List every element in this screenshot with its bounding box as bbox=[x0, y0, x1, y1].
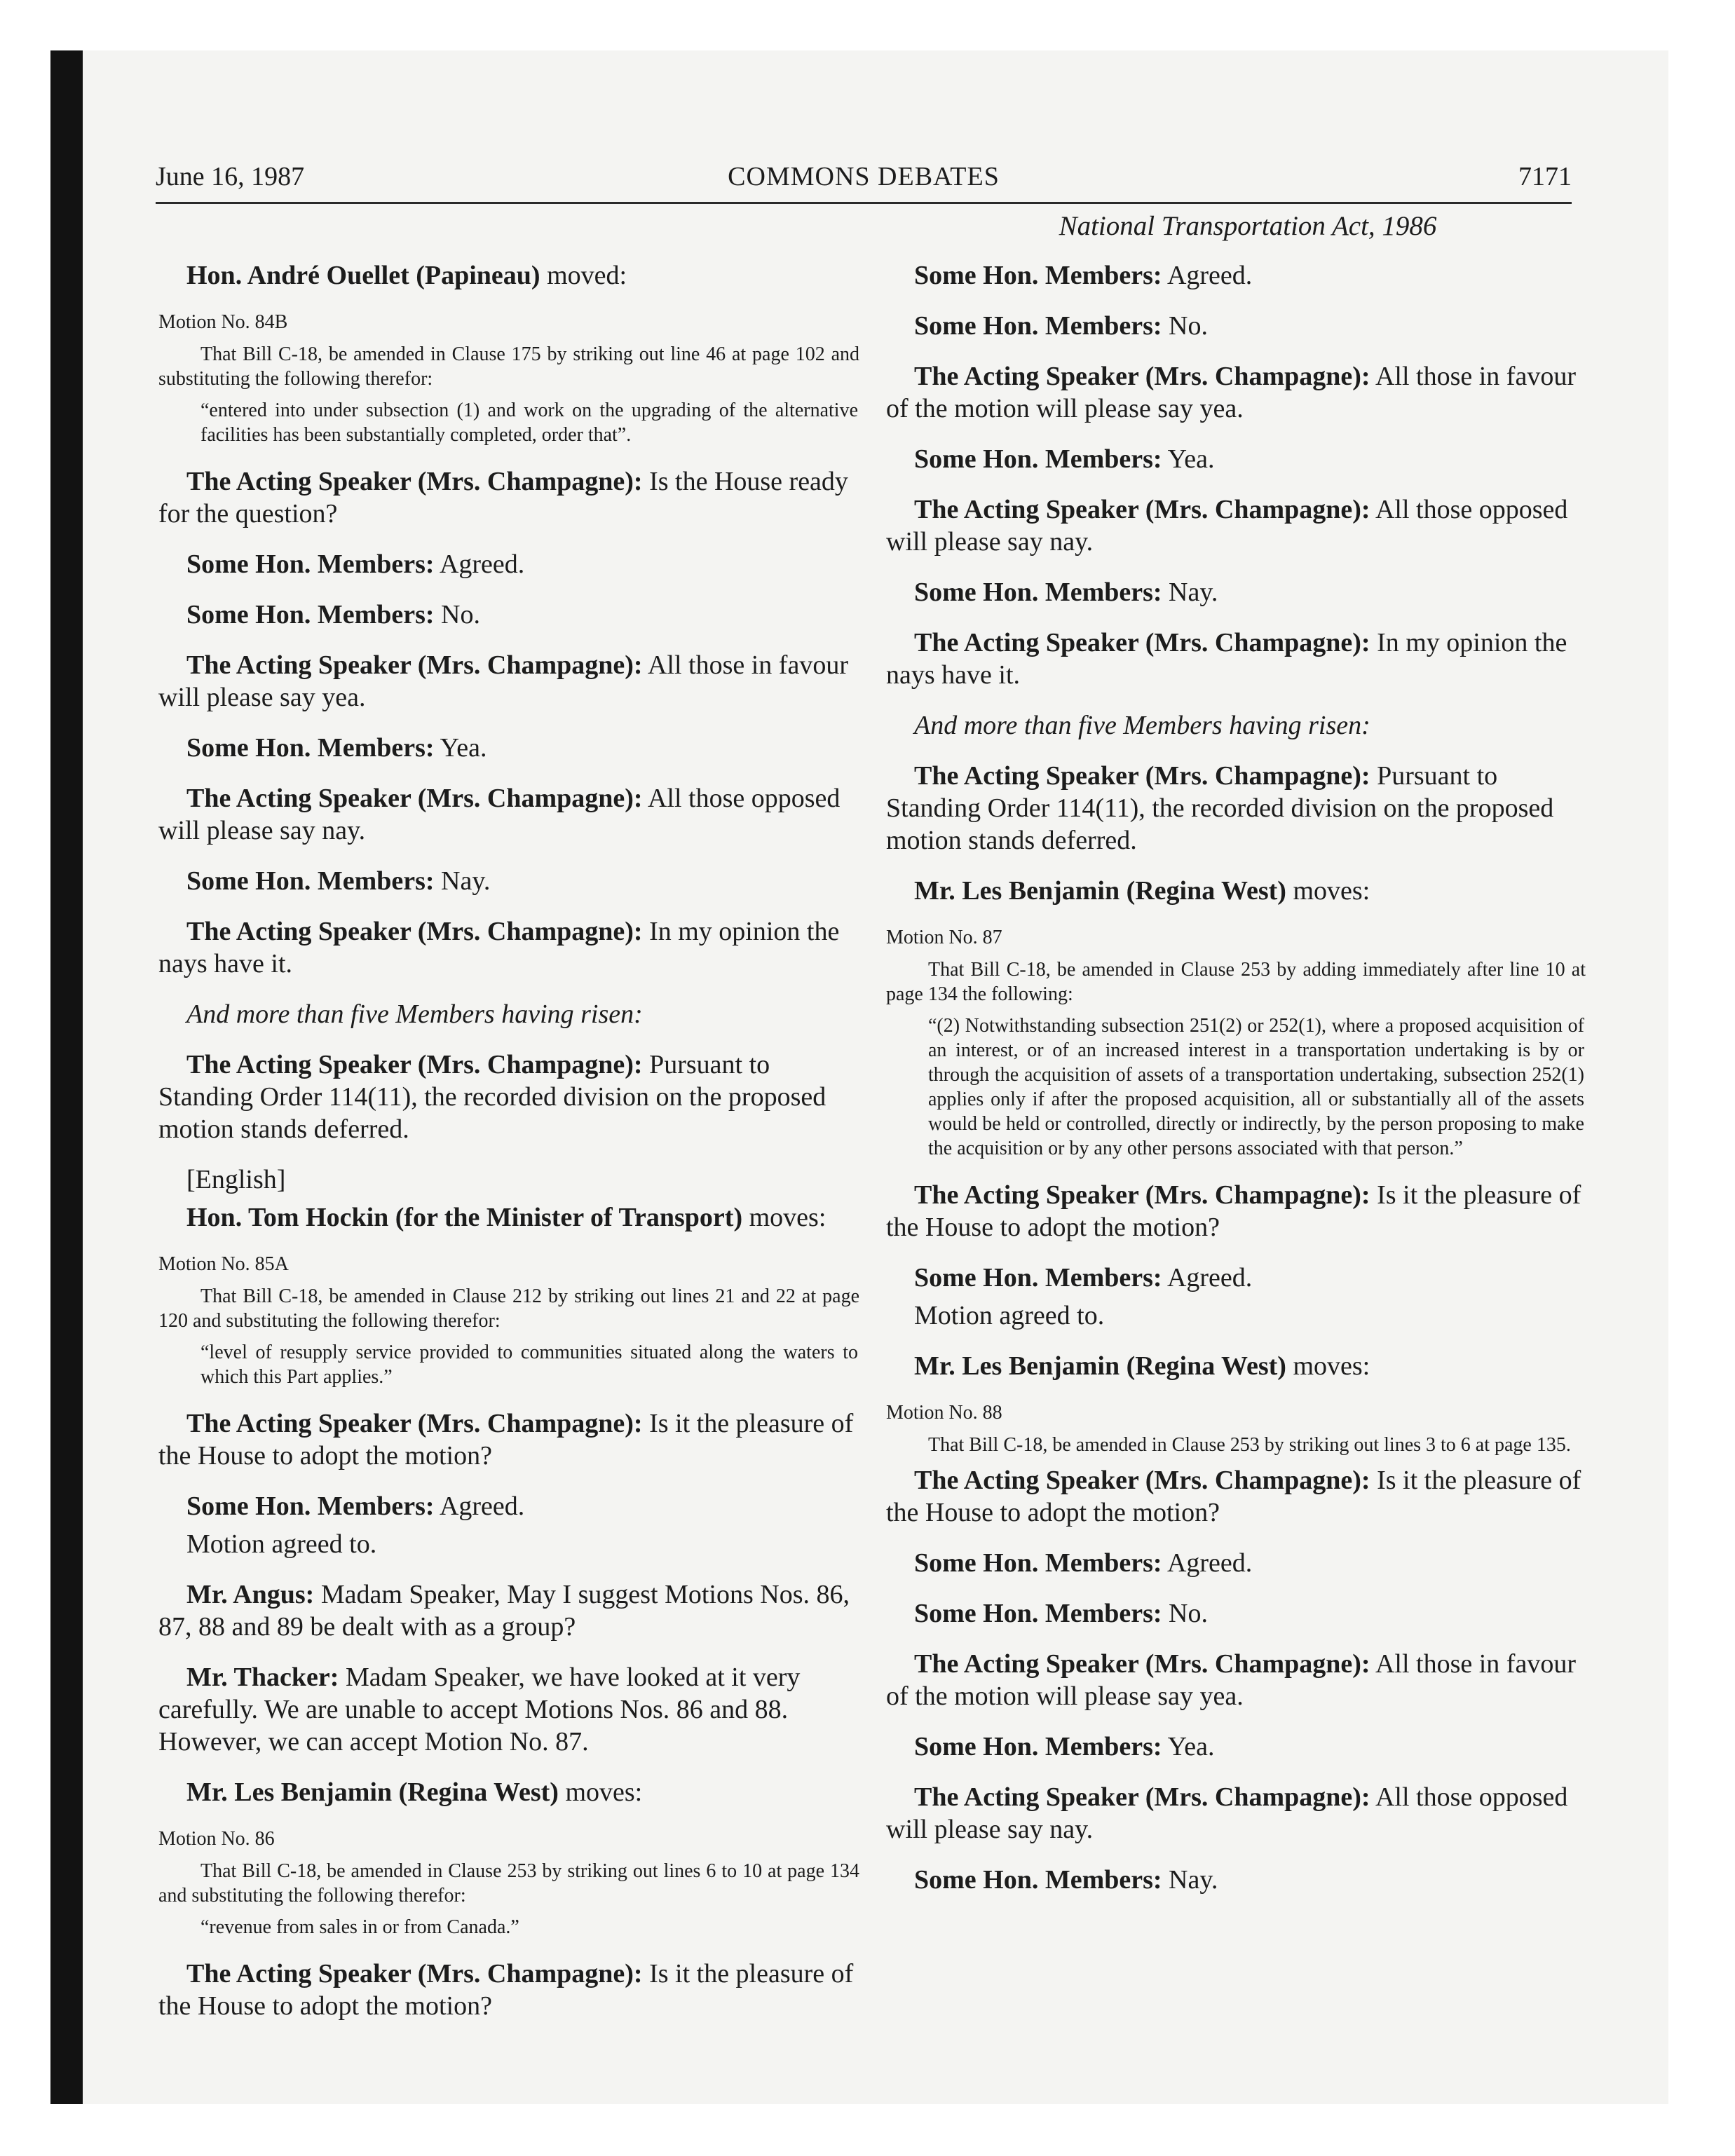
speech-paragraph bbox=[886, 875, 1593, 907]
speaker-name: Some Hon. Members: bbox=[914, 1732, 1162, 1761]
speech-text: Agreed. bbox=[1162, 261, 1253, 290]
speaker-name: Some Hon. Members: bbox=[914, 1599, 1162, 1628]
speech-text: No. bbox=[434, 600, 480, 629]
procedural-statement: Motion agreed to. bbox=[186, 1529, 377, 1559]
speech-text: moved: bbox=[540, 261, 627, 290]
speech-paragraph bbox=[886, 576, 1593, 608]
speech-paragraph bbox=[886, 760, 1593, 857]
speech-paragraph bbox=[886, 360, 1593, 425]
speech-text: Pursuant to Standing Order 114(11), the recorded division on the proposed motion stands deferred. bbox=[158, 1050, 826, 1144]
speech-paragraph bbox=[886, 627, 1593, 691]
speaker-name: Mr. Les Benjamin (Regina West) bbox=[914, 1351, 1286, 1381]
speech-paragraph bbox=[158, 1661, 866, 1758]
speech-paragraph bbox=[158, 1407, 866, 1472]
speech-text: Madam Speaker, May I suggest Motions Nos. 86, 87, 88 and 89 be dealt with as a group? bbox=[158, 1580, 850, 1642]
speaker-name: Mr. Les Benjamin (Regina West) bbox=[186, 1778, 559, 1807]
speech-text: Nay. bbox=[1162, 1865, 1218, 1895]
speech-paragraph bbox=[886, 1648, 1593, 1712]
speech-paragraph bbox=[158, 1578, 866, 1643]
speaker-name: The Acting Speaker (Mrs. Champagne): bbox=[186, 1959, 643, 1988]
speaker-name: Some Hon. Members: bbox=[186, 550, 435, 579]
speech-text: Yea. bbox=[1162, 1732, 1215, 1761]
speech-paragraph bbox=[886, 443, 1593, 475]
speech-paragraph bbox=[886, 1597, 1593, 1630]
speaker-name: The Acting Speaker (Mrs. Champagne): bbox=[914, 628, 1370, 657]
speech-text: Is it the pleasure of the House to adopt the motion? bbox=[158, 1409, 854, 1471]
speaker-name: Some Hon. Members: bbox=[186, 1492, 435, 1521]
speech-text: Madam Speaker, we have looked at it very carefully. We are unable to accept Motions Nos. 86 and 88. However, we can accept Motion No. 87. bbox=[158, 1663, 801, 1756]
speech-paragraph bbox=[158, 259, 866, 292]
speaker-name: Some Hon. Members: bbox=[914, 1865, 1162, 1895]
speaker-name: The Acting Speaker (Mrs. Champagne): bbox=[186, 650, 643, 680]
motion-quote: “revenue from sales in or from Canada.” bbox=[200, 1916, 519, 1938]
speaker-name: The Acting Speaker (Mrs. Champagne): bbox=[914, 495, 1370, 524]
speech-text: Agreed. bbox=[434, 1492, 525, 1521]
speech-text: moves: bbox=[742, 1203, 826, 1232]
motion-quote: “(2) Notwithstanding subsection 251(2) or 252(1), where a proposed acquisition of an interest, or of an increased interest in a transportation undertaking is by or through the acquisition of assets of a transportation undertaking, subsection 252(1) applies only if after the proposed acquisition, all or substantially all of the assets would be held or controlled, directly or indirectly, by the person proposing to make the acquisition or by any other persons associated with that person.” bbox=[928, 1015, 1584, 1159]
speech-text: Yea. bbox=[434, 733, 487, 763]
speech-paragraph bbox=[158, 1201, 866, 1234]
speaker-name: Some Hon. Members: bbox=[914, 311, 1162, 341]
scan-binding-edge bbox=[50, 50, 83, 2104]
page-header bbox=[156, 158, 1572, 204]
speech-paragraph bbox=[886, 493, 1593, 558]
speech-text: In my opinion the nays have it. bbox=[886, 628, 1567, 690]
speaker-name: The Acting Speaker (Mrs. Champagne): bbox=[186, 1050, 643, 1079]
speech-paragraph bbox=[886, 1547, 1593, 1579]
speech-paragraph bbox=[886, 1350, 1593, 1382]
speaker-name: The Acting Speaker (Mrs. Champagne): bbox=[914, 1180, 1370, 1210]
speech-paragraph bbox=[158, 1958, 866, 2022]
speaker-name: Some Hon. Members: bbox=[186, 866, 435, 896]
motion-quote: “entered into under subsection (1) and work on the upgrading of the alternative facilities has been substantially completed, order that”. bbox=[200, 400, 858, 446]
speaker-name: Some Hon. Members: bbox=[186, 733, 435, 763]
motion-text: That Bill C-18, be amended in Clause 253 by striking out lines 6 to 10 at page 134 and substituting the following therefor: bbox=[158, 1860, 859, 1906]
running-head: National Transportation Act, 1986 bbox=[1059, 211, 1437, 241]
speech-paragraph bbox=[886, 1781, 1593, 1845]
speech-text: Yea. bbox=[1162, 444, 1215, 474]
speaker-name: Some Hon. Members: bbox=[914, 1548, 1162, 1578]
speaker-name: Mr. Thacker: bbox=[186, 1663, 339, 1692]
speech-paragraph bbox=[158, 1049, 866, 1145]
speech-paragraph bbox=[886, 1731, 1593, 1763]
procedural-note: And more than five Members having risen: bbox=[914, 711, 1370, 740]
motion-quote: “level of resupply service provided to communities situated along the waters to which this Part applies.” bbox=[200, 1342, 858, 1388]
left-column bbox=[158, 259, 866, 2040]
speech-paragraph bbox=[158, 465, 866, 530]
speech-text: Pursuant to Standing Order 114(11), the recorded division on the proposed motion stands deferred. bbox=[886, 761, 1554, 855]
speaker-name: The Acting Speaker (Mrs. Champagne): bbox=[186, 467, 643, 496]
speaker-name: Mr. Les Benjamin (Regina West) bbox=[914, 876, 1286, 906]
procedural-statement: Motion agreed to. bbox=[914, 1301, 1105, 1330]
speech-paragraph bbox=[158, 599, 866, 631]
speech-text: Is it the pleasure of the House to adopt the motion? bbox=[158, 1959, 854, 2021]
speech-paragraph bbox=[886, 1864, 1593, 1896]
speaker-name: Some Hon. Members: bbox=[914, 444, 1162, 474]
speech-text: All those in favour of the motion will please say yea. bbox=[886, 362, 1576, 423]
speech-paragraph bbox=[886, 1179, 1593, 1243]
speech-text: Nay. bbox=[1162, 578, 1218, 607]
speech-paragraph bbox=[886, 1464, 1593, 1529]
header-page-number: 7171 bbox=[1518, 162, 1572, 191]
header-publication: COMMONS DEBATES bbox=[728, 162, 1000, 191]
speaker-name: Some Hon. Members: bbox=[914, 578, 1162, 607]
speaker-name: Some Hon. Members: bbox=[914, 261, 1162, 290]
speech-text: All those in favour will please say yea. bbox=[158, 650, 848, 712]
speech-paragraph bbox=[886, 259, 1593, 292]
speech-paragraph bbox=[158, 1776, 866, 1808]
header-date: June 16, 1987 bbox=[156, 162, 305, 191]
motion-text: That Bill C-18, be amended in Clause 253 by adding immediately after line 10 at page 134 the following: bbox=[886, 959, 1586, 1005]
speech-text: All those opposed will please say nay. bbox=[158, 784, 841, 845]
speech-paragraph bbox=[886, 1262, 1593, 1294]
speech-text: All those in favour of the motion will please say yea. bbox=[886, 1649, 1576, 1711]
speech-text: Agreed. bbox=[1162, 1263, 1253, 1292]
speaker-name: Some Hon. Members: bbox=[186, 600, 435, 629]
speech-text: Is it the pleasure of the House to adopt the motion? bbox=[886, 1180, 1581, 1242]
speech-paragraph bbox=[158, 915, 866, 980]
speaker-name: Some Hon. Members: bbox=[914, 1263, 1162, 1292]
speaker-name: The Acting Speaker (Mrs. Champagne): bbox=[914, 1649, 1370, 1679]
motion-number: Motion No. 84B bbox=[158, 311, 288, 333]
motion-text: That Bill C-18, be amended in Clause 253 by striking out lines 3 to 6 at page 135. bbox=[928, 1434, 1571, 1456]
speech-text: All those opposed will please say nay. bbox=[886, 495, 1568, 557]
speech-paragraph bbox=[158, 1490, 866, 1522]
speaker-name: The Acting Speaker (Mrs. Champagne): bbox=[186, 1409, 643, 1438]
speaker-name: Hon. Tom Hockin (for the Minister of Transport) bbox=[186, 1203, 743, 1232]
speech-text: moves: bbox=[1286, 876, 1370, 906]
speech-paragraph bbox=[158, 865, 866, 897]
speech-paragraph bbox=[158, 732, 866, 764]
speech-paragraph bbox=[886, 310, 1593, 342]
right-column bbox=[886, 259, 1593, 1914]
motion-text: That Bill C-18, be amended in Clause 175 by striking out line 46 at page 102 and substituting the following therefor: bbox=[158, 343, 859, 390]
speaker-name: Mr. Angus: bbox=[186, 1580, 315, 1609]
speaker-name: The Acting Speaker (Mrs. Champagne): bbox=[914, 362, 1370, 391]
speech-paragraph bbox=[158, 548, 866, 580]
speaker-name: The Acting Speaker (Mrs. Champagne): bbox=[914, 761, 1370, 791]
speech-text: Nay. bbox=[434, 866, 491, 896]
motion-number: Motion No. 86 bbox=[158, 1828, 275, 1850]
speech-text: moves: bbox=[558, 1778, 643, 1807]
speech-text: In my opinion the nays have it. bbox=[158, 917, 840, 978]
speech-text: All those opposed will please say nay. bbox=[886, 1782, 1568, 1844]
speaker-name: The Acting Speaker (Mrs. Champagne): bbox=[914, 1466, 1370, 1495]
speaker-name: Hon. André Ouellet (Papineau) bbox=[186, 261, 540, 290]
speech-text: Agreed. bbox=[1162, 1548, 1253, 1578]
speech-text: Agreed. bbox=[434, 550, 525, 579]
speech-text: moves: bbox=[1286, 1351, 1370, 1381]
speech-text: Is the House ready for the question? bbox=[158, 467, 848, 528]
procedural-note: And more than five Members having risen: bbox=[186, 999, 643, 1029]
speech-paragraph bbox=[158, 782, 866, 847]
speaker-name: The Acting Speaker (Mrs. Champagne): bbox=[914, 1782, 1370, 1812]
language-marker: [English] bbox=[186, 1165, 286, 1194]
motion-number: Motion No. 87 bbox=[886, 927, 1002, 948]
motion-text: That Bill C-18, be amended in Clause 212 by striking out lines 21 and 22 at page 120 and substituting the following therefor: bbox=[158, 1285, 859, 1332]
motion-number: Motion No. 88 bbox=[886, 1402, 1002, 1424]
speech-text: No. bbox=[1162, 311, 1208, 341]
speech-text: No. bbox=[1162, 1599, 1208, 1628]
motion-number: Motion No. 85A bbox=[158, 1253, 289, 1275]
speech-text: Is it the pleasure of the House to adopt the motion? bbox=[886, 1466, 1581, 1527]
speech-paragraph bbox=[158, 649, 866, 714]
speaker-name: The Acting Speaker (Mrs. Champagne): bbox=[186, 784, 643, 813]
speaker-name: The Acting Speaker (Mrs. Champagne): bbox=[186, 917, 643, 946]
